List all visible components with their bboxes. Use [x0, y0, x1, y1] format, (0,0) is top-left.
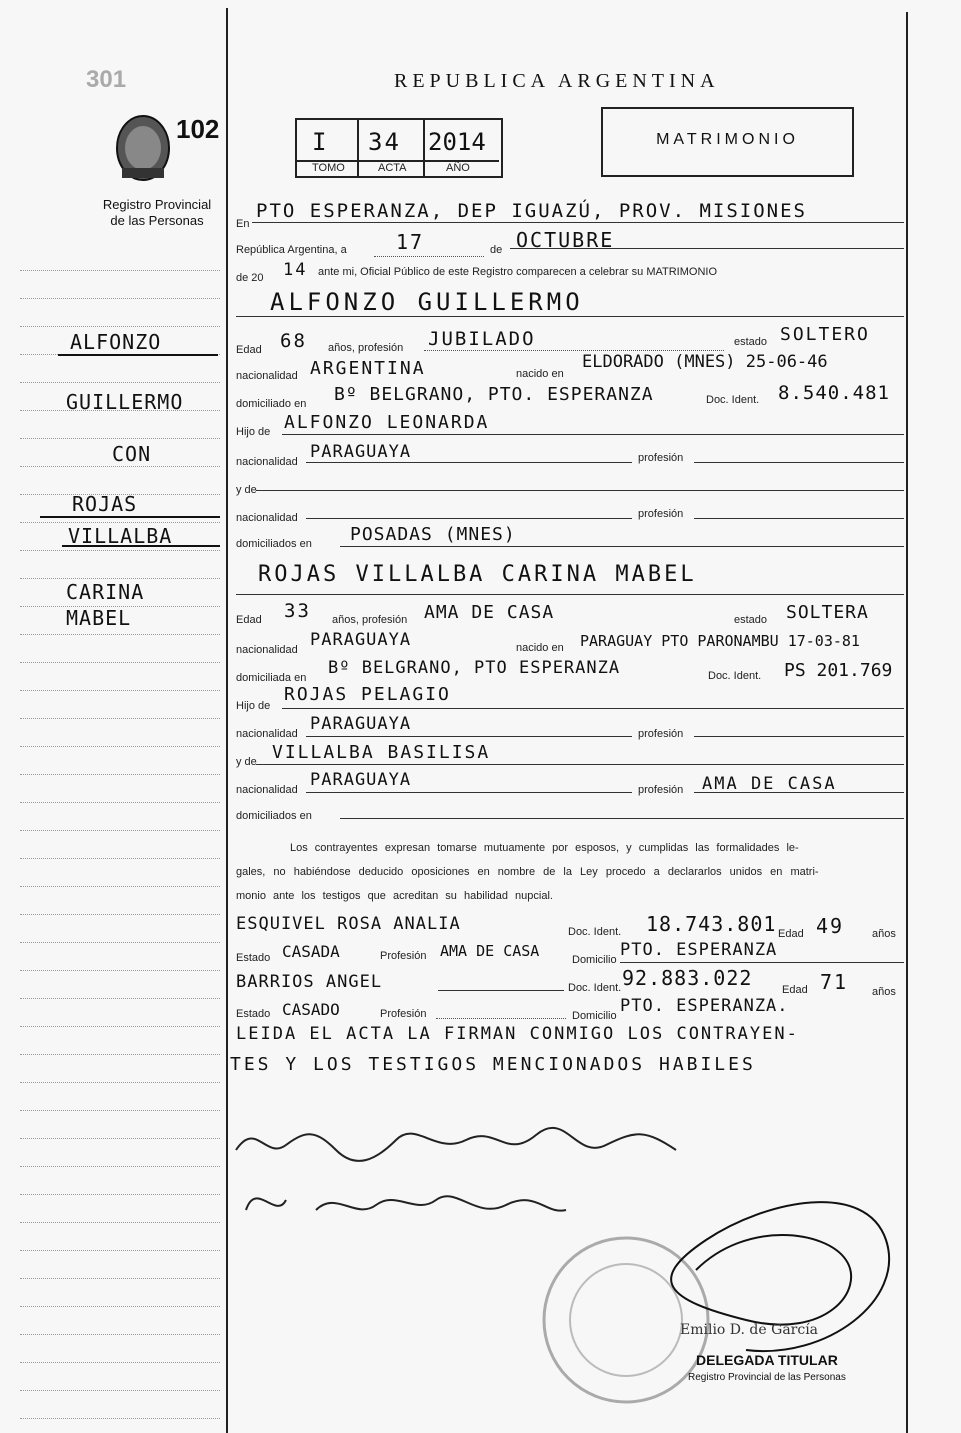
- bride-father-nac-label: nacionalidad: [236, 728, 298, 740]
- bride-estado: SOLTERA: [786, 602, 869, 623]
- bride-father-prof-line: [694, 736, 904, 737]
- bride-name: ROJAS VILLALBA CARINA MABEL: [258, 562, 697, 587]
- witness-1-profession: AMA DE CASA: [440, 942, 540, 960]
- groom-nacido-label: nacido en: [516, 368, 564, 380]
- margin-ruled-line: [20, 1390, 220, 1391]
- margin-underline-3: [62, 545, 220, 547]
- bride-mother-nac: PARAGUAYA: [310, 770, 412, 790]
- margin-ruled-line: [20, 858, 220, 859]
- witness-1-doc: 18.743.801: [646, 912, 777, 936]
- groom-father-prof-label: profesión: [638, 452, 684, 464]
- margin-ruled-line: [20, 942, 220, 943]
- groom-mother-prof-label: profesión: [638, 508, 684, 520]
- groom-parents-address: POSADAS (MNES): [350, 524, 516, 545]
- groom-parents-address-line: [340, 546, 904, 547]
- bride-nationality: PARAGUAYA: [310, 630, 412, 650]
- bride-dom-label: domiciliada en: [236, 672, 307, 684]
- bride-name-line: [236, 594, 904, 595]
- acta-label: ACTA: [378, 162, 407, 174]
- bride-doc: PS 201.769: [784, 660, 893, 681]
- margin-underline-2: [40, 516, 220, 518]
- bride-mother-nac-line: [306, 792, 632, 793]
- margin-ruled-line: [20, 1110, 220, 1111]
- bride-hijo-label: Hijo de: [236, 700, 271, 712]
- registry-name-line2: de las Personas: [110, 213, 204, 228]
- groom-name-line: [236, 316, 904, 317]
- anio-label: AÑO: [446, 162, 470, 174]
- margin-ruled-line: [20, 1138, 220, 1139]
- bride-mother-nac-label: nacionalidad: [236, 784, 298, 796]
- witness-1-domicile-line: [620, 962, 904, 963]
- day-value: 17: [396, 230, 425, 254]
- official-title: DELEGADA TITULAR: [696, 1352, 838, 1368]
- margin-ruled-line: [20, 830, 220, 831]
- bride-mother: VILLALBA BASILISA: [272, 742, 491, 763]
- bride-mother-line: [256, 764, 904, 765]
- margin-ruled-line: [20, 270, 220, 271]
- groom-name: ALFONZO GUILLERMO: [270, 288, 584, 316]
- margin-line-4: ROJAS: [72, 492, 138, 516]
- declaration-line-3: monio ante los testigos que acreditan su habilidad nupcial.: [236, 890, 553, 902]
- witness-1-anos-label: años: [872, 928, 896, 940]
- tomo-value: I: [312, 128, 329, 156]
- margin-ruled-line: [20, 998, 220, 999]
- declaration-line-2: gales, no habiéndose deducido oposiciones en nombre de la Ley procedo a declararlos unidos en matri-: [236, 866, 819, 878]
- bride-mother-prof-line: [694, 792, 904, 793]
- bride-nac-label: nacionalidad: [236, 644, 298, 656]
- reference-col1: [357, 118, 359, 176]
- groom-hijo-label: Hijo de: [236, 426, 271, 438]
- registry-number: 102: [176, 114, 220, 144]
- bride-parents-address-line: [340, 818, 904, 819]
- witness-2-doc-label: Doc. Ident.: [568, 982, 622, 994]
- margin-ruled-line: [20, 466, 220, 467]
- bride-father-line: [282, 708, 904, 709]
- margin-ruled-line: [20, 1278, 220, 1279]
- bride-prof-label: años, profesión: [332, 614, 408, 626]
- margin-ruled-line: [20, 1026, 220, 1027]
- margin-ruled-line: [20, 970, 220, 971]
- margin-ruled-line: [20, 718, 220, 719]
- margin-ruled-line: [20, 550, 220, 551]
- bride-edad-label: Edad: [236, 614, 262, 626]
- closing-line-2: TES Y LOS TESTIGOS MENCIONADOS HABILES: [230, 1054, 756, 1075]
- bride-birth: PARAGUAY PTO PARONAMBU 17-03-81: [580, 632, 860, 650]
- margin-line-6: CARINA: [66, 580, 145, 604]
- margin-ruled-line: [20, 1362, 220, 1363]
- document-title: REPUBLICA ARGENTINA: [394, 70, 720, 92]
- witness-2-dom-label: Domicilio: [572, 1010, 617, 1022]
- bride-domiciliados-label: domiciliados en: [236, 810, 312, 822]
- margin-ruled-line: [20, 1250, 220, 1251]
- witness-1-age: 49: [816, 914, 845, 938]
- official-name: Emilio D. de García: [680, 1322, 819, 1338]
- bride-profession: AMA DE CASA: [424, 602, 555, 623]
- groom-domiciliados-label: domiciliados en: [236, 538, 312, 550]
- de-label: de: [490, 244, 503, 256]
- groom-profession-line: [424, 350, 724, 351]
- bride-address: Bº BELGRANO, PTO ESPERANZA: [328, 658, 621, 678]
- bride-mother-prof-label: profesión: [638, 784, 684, 796]
- witness-1-name: ESQUIVEL ROSA ANALIA: [236, 914, 461, 934]
- witness-2-anos-label: años: [872, 986, 896, 998]
- margin-line-7: MABEL: [66, 606, 132, 630]
- witness-1-edad-label: Edad: [778, 928, 804, 940]
- margin-line-3: CON: [112, 442, 152, 466]
- witness-1-doc-label: Doc. Ident.: [568, 926, 622, 938]
- groom-father-nac-label: nacionalidad: [236, 456, 298, 468]
- witness-2-prof-label: Profesión: [380, 1008, 427, 1020]
- margin-underline-1: [58, 354, 218, 356]
- groom-father: ALFONZO LEONARDA: [284, 412, 490, 433]
- place-value: PTO ESPERANZA, DEP IGUAZÚ, PROV. MISIONES: [256, 200, 807, 222]
- margin-ruled-line: [20, 746, 220, 747]
- official-office: Registro Provincial de las Personas: [688, 1372, 846, 1383]
- groom-dom-label: domiciliado en: [236, 398, 307, 410]
- groom-address: Bº BELGRANO, PTO. ESPERANZA: [334, 384, 654, 405]
- tomo-label: TOMO: [312, 162, 345, 174]
- registry-name: [72, 197, 242, 229]
- groom-doc-label: Doc. Ident.: [706, 394, 760, 406]
- groom-estado: SOLTERO: [780, 324, 870, 345]
- en-label: En: [236, 218, 250, 230]
- margin-ruled-line: [20, 634, 220, 635]
- witness-1-prof-label: Profesión: [380, 950, 427, 962]
- groom-mother-prof-line: [694, 518, 904, 519]
- margin-ruled-line: [20, 1166, 220, 1167]
- bride-nacido-label: nacido en: [516, 642, 564, 654]
- margin-ruled-line: [20, 1334, 220, 1335]
- groom-profession: JUBILADO: [428, 328, 536, 350]
- margin-ruled-line: [20, 1082, 220, 1083]
- groom-birth: ELDORADO (MNES) 25-06-46: [582, 352, 828, 372]
- witness-2-age: 71: [820, 970, 849, 994]
- groom-father-nac: PARAGUAYA: [310, 442, 412, 462]
- signatures-graphic: [226, 1120, 916, 1433]
- groom-prof-label: años, profesión: [328, 342, 404, 354]
- witness-2-doc: 92.883.022: [622, 966, 753, 990]
- bride-doc-label: Doc. Ident.: [708, 670, 762, 682]
- witness-2-edad-label: Edad: [782, 984, 808, 996]
- bride-father-prof-label: profesión: [638, 728, 684, 740]
- groom-nac-label: nacionalidad: [236, 370, 298, 382]
- republica-label: República Argentina, a: [236, 244, 347, 256]
- margin-ruled-line: [20, 662, 220, 663]
- margin-line-2: GUILLERMO: [66, 390, 184, 414]
- declaration-line-1: Los contrayentes expresan tomarse mutuamente por esposos, y cumplidas las formalidades le-: [290, 842, 799, 854]
- witness-2-name: BARRIOS ANGEL: [236, 972, 383, 992]
- margin-ruled-line: [20, 1054, 220, 1055]
- year-suffix: 14: [283, 260, 308, 280]
- margin-ruled-line: [20, 298, 220, 299]
- groom-age: 68: [280, 330, 307, 352]
- margin-ruled-line: [20, 690, 220, 691]
- ante-text: ante mi, Oficial Público de este Registro comparecen a celebrar su MATRIMONIO: [318, 266, 718, 278]
- margin-ruled-line: [20, 578, 220, 579]
- margin-ruled-line: [20, 774, 220, 775]
- bride-estado-label: estado: [734, 614, 768, 626]
- witness-2-domicile: PTO. ESPERANZA.: [620, 996, 789, 1016]
- bride-yde-label: y de: [236, 756, 257, 768]
- registry-name-line1: Registro Provincial: [102, 197, 212, 212]
- witness-1-dom-label: Domicilio: [572, 954, 617, 966]
- groom-mother-line: [256, 490, 904, 491]
- margin-line-1: ALFONZO: [70, 330, 162, 354]
- bride-mother-prof: AMA DE CASA: [702, 774, 837, 794]
- bride-father-nac-line: [306, 736, 632, 737]
- day-line: [374, 256, 484, 257]
- witness-2-profession-line: [436, 1018, 566, 1019]
- acta-value: 34: [368, 128, 401, 156]
- margin-ruled-line: [20, 522, 220, 523]
- groom-father-prof-line: [694, 462, 904, 463]
- month-value: OCTUBRE: [516, 228, 615, 252]
- margin-ruled-line: [20, 1222, 220, 1223]
- witness-2-estado: CASADO: [282, 1000, 340, 1019]
- margin-ruled-line: [20, 1418, 220, 1419]
- margin-ruled-line: [20, 438, 220, 439]
- groom-nationality: ARGENTINA: [310, 358, 426, 379]
- witness-1-estado: CASADA: [282, 942, 340, 961]
- bride-father: ROJAS PELAGIO: [284, 684, 451, 705]
- reference-col2: [423, 118, 425, 176]
- margin-ruled-line: [20, 886, 220, 887]
- provincial-shield-logo: [108, 108, 178, 188]
- closing-line-1: LEIDA EL ACTA LA FIRMAN CONMIGO LOS CONTRAYEN-: [236, 1024, 799, 1044]
- margin-ruled-line: [20, 1194, 220, 1195]
- groom-doc: 8.540.481: [778, 382, 890, 404]
- margin-ruled-line: [20, 382, 220, 383]
- witness-2-name-line: [438, 990, 564, 991]
- bride-father-nac: PARAGUAYA: [310, 714, 412, 734]
- margin-line-5: VILLALBA: [68, 524, 173, 548]
- bride-age: 33: [284, 600, 311, 622]
- groom-father-line: [282, 434, 904, 435]
- margin-ruled-line: [20, 802, 220, 803]
- witness-1-domicile: PTO. ESPERANZA: [620, 940, 778, 960]
- groom-mother-nac-label: nacionalidad: [236, 512, 298, 524]
- margin-ruled-line: [20, 1306, 220, 1307]
- stamp-number: 301: [86, 66, 127, 93]
- document-type: MATRIMONIO: [656, 131, 799, 148]
- place-line: [252, 222, 904, 223]
- year-prefix: de 20: [236, 272, 264, 284]
- groom-father-nac-line: [306, 462, 632, 463]
- groom-edad-label: Edad: [236, 344, 262, 356]
- groom-mother-nac-line: [306, 518, 632, 519]
- witness-2-estado-label: Estado: [236, 1008, 271, 1020]
- groom-estado-label: estado: [734, 336, 768, 348]
- margin-ruled-line: [20, 914, 220, 915]
- month-line: [510, 248, 904, 249]
- margin-ruled-line: [20, 326, 220, 327]
- witness-1-estado-label: Estado: [236, 952, 271, 964]
- groom-yde-label: y de: [236, 484, 257, 496]
- anio-value: 2014: [428, 128, 486, 156]
